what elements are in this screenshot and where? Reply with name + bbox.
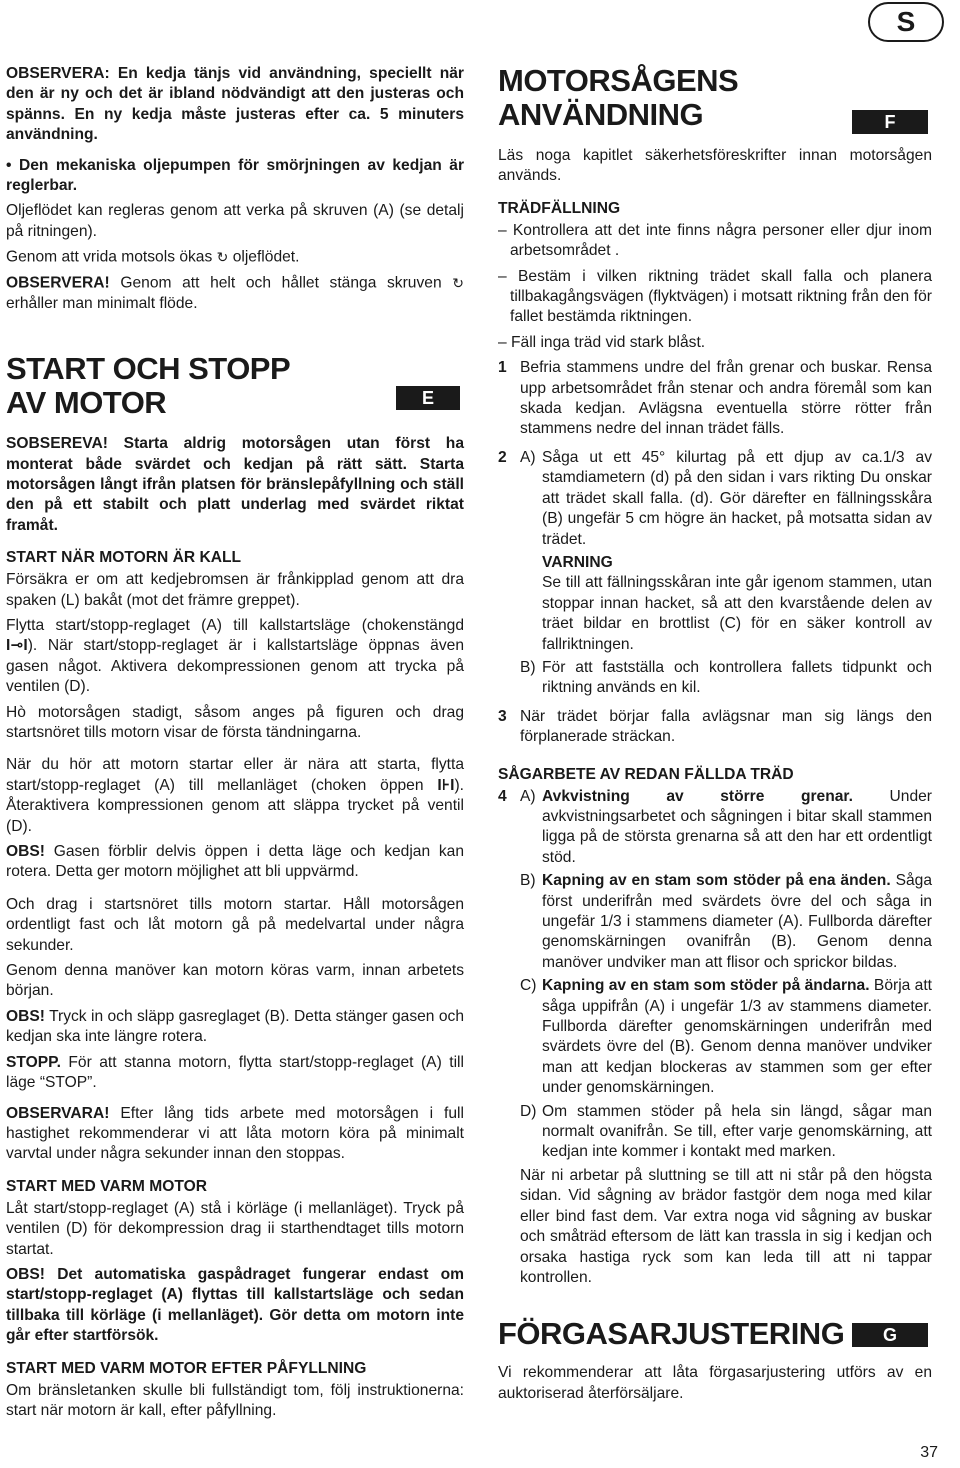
observe-intro: OBSERVERA: En kedja tänjs vid användning, speciellt när den är ny och det är ibland nödvändigt att den justeras och spänns. En ny kedja måste justeras efter ca. 5 minuters användning. [6,65,464,144]
step-number: 3 [498,707,507,725]
safety-warning: SOBSEREVA! Starta aldrig motorsågen utan först ha monterat både svärdet och kedjan på rätt sätt. Starta motorsågen långt ifrån platsen för bränslepåfyllning och ställ den på ett stabilt och platt underlag med svärdet riktat framåt. [6,435,464,534]
observe-text: Genom att helt och hållet stänga skruven [120,274,442,292]
step-4c-text: Börja att såga uppifrån (A) i ungefär 1/3 av stammens diameter. Fullborda därefter genomskärningen underifrån med svärdets övre del (B). Genom denna manöver undviker man att kedjan blockeras av stammen som ger efter under genomskärningen. [542,977,932,1097]
stop-text: För att stanna motorn, flytta start/stopp-reglaget (A) till läge “STOP”. [6,1053,464,1092]
cold-start-p2 [6,616,464,698]
felling-dash-2: – Bestäm i vilken riktning trädet skall falla och planera tillbakagångsvägen (flyktvägen) i motsatt riktning från den för fallet bestämda riktningen. [498,267,932,326]
observe-minimal-flow [6,273,464,314]
warm-start-p1: Låt start/stopp-reglaget (A) stå i körläge (i mellanläget). Tryck på ventilen (D) för dekompression drag ii starthendtaget tills motorn startat. [6,1199,464,1258]
oil-regulation: Oljeflödet kan regleras genom att verka på skruven (A) (se detalj på ritningen). [6,202,464,240]
sub-label: D) [520,1102,537,1120]
obs-label: OBS! [6,1007,45,1025]
cold-start-p4 [6,755,464,837]
step-2a-text: Såga ut ett 45° kilurtag på ett djup av ca.1/3 av stamdiametern (d) på den sidan i vars rikting Du onskar att trädet skall falla. (d). Gör därefter en fällningsskåra (B) ungefär 5 cm högre än hacket, på motsatta sidan av trädet. [542,448,932,548]
language-box-f: F [852,110,928,134]
oil-turn [6,247,464,268]
observe-text-end: erhåller man minimalt flöde. [6,294,198,312]
step-number: 1 [498,359,507,377]
oil-turn-text-end: oljeflödet. [232,248,300,266]
choke-closed-icon: I⊸I [6,637,28,655]
step-3 [498,707,932,751]
cold-start-p2-text: Flytta start/stopp-reglaget (A) till kallstartsläge (chokenstängd [6,616,464,634]
step-2b-text: För att fastställa och kontrollera fallets tidpunkt och riktning används en kil. [542,658,932,697]
usage-intro: Läs noga kapitlet säkerhetsföreskrifter innan motorsågen används. [498,147,932,185]
warning-heading: VARNING [542,553,613,571]
usage-heading [498,64,932,132]
stop-note [6,1053,464,1094]
cold-start-p1: Försäkra er om att kedjebromsen är frånkipplad genom att dra spaken (L) bakåt (mot det främre greppet). [6,571,464,609]
step-4a-bold: Avkvistning av större grenar. [542,787,853,805]
usage-title-line1: MOTORSÅGENS [498,63,739,98]
step-2 [498,448,932,702]
observe-idle-text: Efter lång tids arbete med motorsågen i full hastighet rekommenderar vi att låta motorn köra på minimalt varvtal under några sekunder innan den stoppas. [6,1104,464,1163]
step-1-text: Befria stammens undre del från grenar och buskar. Rensa upp arbetsområdet från stenar och andra föremål som kan skada kedjan. Avlägsna eventuella större rötter från stammens nedre del innan trädet fälls. [520,359,932,438]
pull-cord-p: Och drag i startsnöret tills motorn startar. Håll motorsågen ordentligt fast och låt motorn gå på medelvartal under några sekunder. [6,895,464,954]
oil-turn-text: Genom att vrida motsols ökas [6,248,213,266]
step-4b-bold: Kapning av en stam som stöder på ena änden. [542,872,891,890]
cold-start-heading: START NÄR MOTORN ÄR KALL [6,549,242,567]
refill-start-p: Om bränsletanken skulle bli fullständigt tom, följ instruktionerna: start när motorn är kall, efter påfyllning. [6,1381,464,1419]
usage-title-line2: ANVÄNDNING [498,97,704,132]
step-3-text: När trädet börjar falla avlägsnar man sig längs den förplanerade sträckan. [520,707,932,746]
sub-label: B) [520,872,536,890]
step-4a-text: Under avkvistningsarbetet och sågningen i bitar skall stammen ligga på de största grenarna så att den har ett ordentligt stöd. [542,787,932,866]
rotate-cw-icon: ↻ [452,274,464,291]
obs-press-text: Tryck in och släpp gasreglaget (B). Detta stänger gasen och kedjan ska inte längre rotera. [6,1007,464,1046]
obs-gas-note [6,842,464,883]
language-box-g: G [852,1323,928,1347]
cold-start-p4-text: När du hör att motorn startar eller är nära att starta, flytta start/stopp-reglaget (A) till mellanläget (choken öppen [6,756,464,794]
slope-paragraph: När ni arbetar på sluttning se till att ni står på den högsta sidan. Vid sågning av brädor fastgör dem noga med kilar eller bind fast dem. Var extra noga vid sågning av buskar och småträd eftersom de lätt kan trassla in sig i kedjan och orsaka hastiga ryck som kan leda till att ni tappar kontrollen. [520,1166,932,1286]
choke-open-icon: I⊦I [437,776,455,794]
language-box-e: E [396,386,460,410]
rotate-ccw-icon: ↻ [216,249,229,266]
warm-up-p: Genom denna manöver kan motorn köras varm, innan arbetets början. [6,962,464,1000]
obs-press-note [6,1007,464,1048]
warning-text: Se till att fällningsskåran inte går igenom stammen, utan stoppar innan hacket, så att den kvarstående delen av träet bildar en brottlist (C) för en säker kontroll av fallriktningen. [542,574,932,653]
carburetor-p: Vi rekommenderar att låta förgasarjustering utförs av en auktoriserad återförsäljare. [498,1364,932,1402]
oil-pump-bullet: • Den mekaniska oljepumpen för smörjningen av kedjan är reglerbar. [6,156,464,197]
start-stop-title-line2: AV MOTOR [6,385,167,421]
step-1 [498,358,932,443]
sub-label: A) [520,787,536,805]
observe-idle-label: OBSERVARA! [6,1104,110,1122]
auto-throttle-note: OBS! Det automatiska gaspådraget fungerar endast om start/stopp-reglaget (A) flyttas till kallstartsläge och sedan tillbaka till körläge (i mellanläget). Gör detta om motorn inte går efter startförsök. [6,1265,464,1345]
left-column [6,64,464,1426]
felling-dash-3: – Fäll inga träd vid stark blåst. [498,333,706,351]
felling-heading: TRÄDFÄLLNING [498,199,621,217]
refill-start-heading: START MED VARM MOTOR EFTER PÅFYLLNING [6,1359,367,1377]
obs-gas-text: Gasen förblir delvis öppen i detta läge och kedjan kan rotera. Detta ger motorn möjlighet att bli uppvärmd. [6,843,464,881]
sawing-heading: SÅGARBETE AV REDAN FÄLLDA TRÄD [498,765,794,783]
felling-dash-1: – Kontrollera att det inte finns några personer eller djur inom arbetsområdet . [498,221,932,260]
sub-label: A) [520,448,536,466]
language-badge: S [868,2,944,42]
sub-label: C) [520,977,537,995]
carburetor-heading [498,1317,932,1351]
step-number: 2 [498,448,507,466]
observe-label: OBSERVERA! [6,274,110,292]
warm-start-heading: START MED VARM MOTOR [6,1177,207,1195]
carburetor-title: FÖRGASARJUSTERING [498,1316,845,1352]
cold-start-p4-text-end: ). Återaktivera kompressionen genom att släppa trycket på ventil (D). [6,776,464,835]
start-stop-title-line1: START OCH STOPP [6,351,291,387]
start-stop-heading [6,352,464,420]
right-column [498,64,932,1409]
cold-start-p2-text-end: ). När start/stopp-reglaget är i kallstartsläge öppnas även gasen något. Aktivera dekompressionen genom att trycka på ventilen (D). [6,637,464,696]
sub-label: B) [520,658,536,676]
step-number: 4 [498,787,507,805]
observe-idle-note [6,1104,464,1165]
step-4d-text: Om stammen stöder på hela sin längd, sågar man normalt ovanifrån. Se till, efter varje genomskärning, att kedjan inte kommer i kontakt med marken. [542,1102,932,1161]
cold-start-p3: Hò motorsågen stadigt, såsom anges på figuren och drag startsnöret tills motorn visar de första tändningarna. [6,703,464,741]
obs-label: OBS! [6,843,45,861]
stop-label: STOPP. [6,1053,61,1071]
step-4 [498,787,932,1292]
step-4b-text: Såga först underifrån med svärdets övre del och såga in ungefär 1/3 i stammens diameter (A). Fullborda därefter genomskärningen ovanifrån (B). Genom denna manöver undviker man att flisor och sprickor bildas. [542,872,932,971]
step-4c-bold: Kapning av en stam som stöder på ändarna. [542,977,870,995]
page-number: 37 [920,1444,938,1461]
